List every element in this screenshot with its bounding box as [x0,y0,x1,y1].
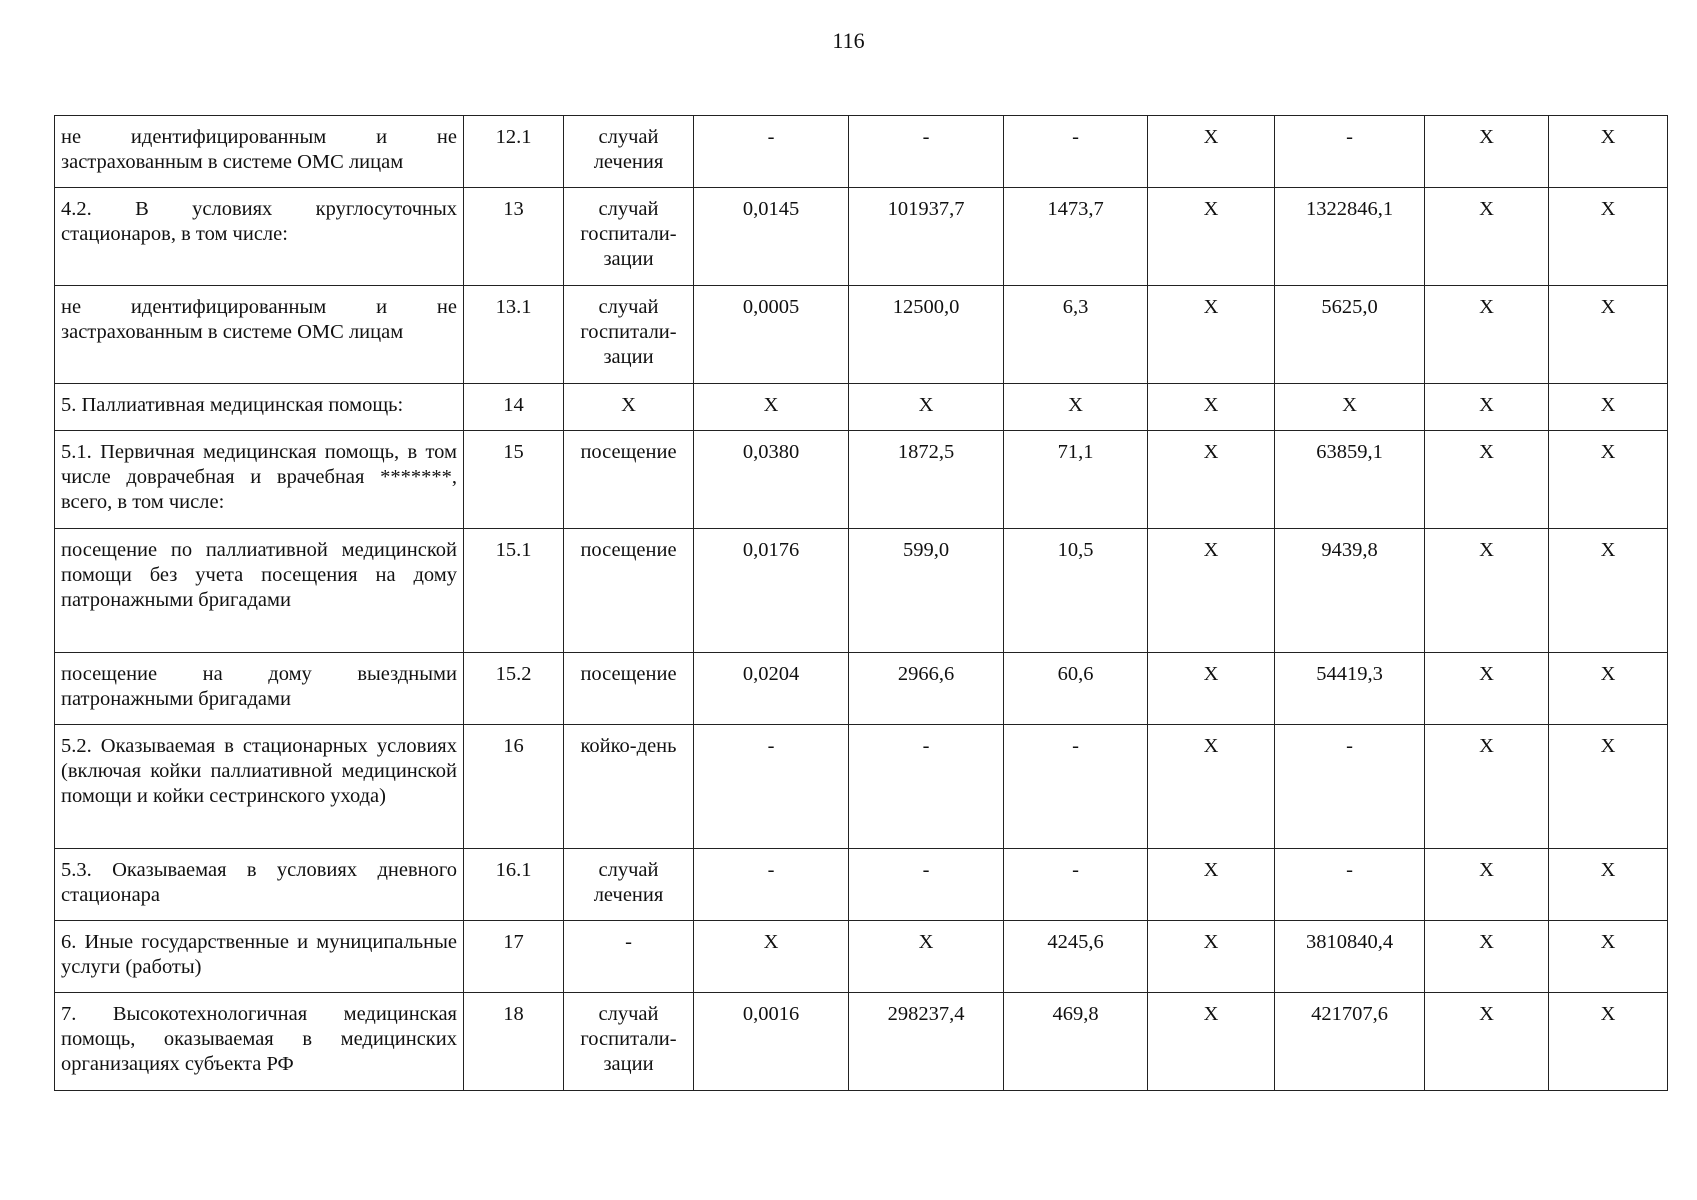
row-value-cell: 71,1 [1004,431,1148,529]
row-unit-cell: Х [564,384,694,431]
row-line-number-cell: 16.1 [464,849,564,921]
row-name-cell: 5.1. Первичная медицинская помощь, в том числе доврачебная и врачебная *******, всего, в том числе: [55,431,464,529]
row-value-cell: Х [1549,921,1668,993]
row-value-cell: Х [1549,725,1668,849]
row-value-cell: Х [849,921,1004,993]
row-value-cell: Х [1549,384,1668,431]
table-row [55,286,1668,384]
row-value-cell: Х [1549,993,1668,1091]
row-line-number-cell: 13 [464,188,564,286]
row-name-cell: 6. Иные государственные и муниципальные услуги (работы) [55,921,464,993]
row-value-cell: Х [1148,431,1275,529]
row-value-cell: - [1004,849,1148,921]
row-name-cell: 5. Паллиативная медицинская помощь: [55,384,464,431]
row-value-cell: Х [1549,653,1668,725]
row-name-cell: не идентифицированным и не застрахованным в системе ОМС лицам [55,116,464,188]
table-row [55,725,1668,849]
row-value-cell: 3810840,4 [1275,921,1425,993]
row-value-cell: Х [1425,849,1549,921]
table-row [55,116,1668,188]
row-value-cell: Х [1549,188,1668,286]
row-value-cell: 469,8 [1004,993,1148,1091]
row-unit-cell: койко-день [564,725,694,849]
table-row [55,384,1668,431]
row-unit-cell: посещение [564,653,694,725]
page-number: 116 [832,28,865,53]
row-value-cell: - [849,116,1004,188]
row-value-cell: - [849,849,1004,921]
row-name-cell: 4.2. В условиях круглосуточных стационаров, в том числе: [55,188,464,286]
row-value-cell: - [694,116,849,188]
row-value-cell: - [1004,725,1148,849]
row-value-cell: 54419,3 [1275,653,1425,725]
row-value-cell: 0,0204 [694,653,849,725]
row-value-cell: Х [1004,384,1148,431]
row-value-cell: 2966,6 [849,653,1004,725]
row-value-cell: 60,6 [1004,653,1148,725]
row-value-cell: Х [1425,653,1549,725]
row-value-cell: 4245,6 [1004,921,1148,993]
row-value-cell: Х [1425,921,1549,993]
row-value-cell: 0,0005 [694,286,849,384]
row-value-cell: 63859,1 [1275,431,1425,529]
row-value-cell: Х [1425,286,1549,384]
row-value-cell: 0,0176 [694,529,849,653]
row-value-cell: 0,0145 [694,188,849,286]
row-value-cell: 101937,7 [849,188,1004,286]
table-row [55,529,1668,653]
row-unit-cell: случай госпитали-зации [564,188,694,286]
row-value-cell: - [1275,116,1425,188]
row-line-number-cell: 14 [464,384,564,431]
row-value-cell: - [1275,849,1425,921]
row-value-cell: Х [849,384,1004,431]
row-value-cell: - [1275,725,1425,849]
row-value-cell: Х [1148,993,1275,1091]
row-value-cell: 1872,5 [849,431,1004,529]
row-line-number-cell: 15 [464,431,564,529]
table-row [55,653,1668,725]
row-value-cell: Х [1549,529,1668,653]
row-value-cell: 421707,6 [1275,993,1425,1091]
row-value-cell: - [694,725,849,849]
row-line-number-cell: 12.1 [464,116,564,188]
row-name-cell: посещение на дому выездными патронажными бригадами [55,653,464,725]
row-value-cell: Х [1148,653,1275,725]
row-unit-cell: - [564,921,694,993]
table-row [55,993,1668,1091]
row-unit-cell: случай лечения [564,116,694,188]
row-value-cell: Х [1549,431,1668,529]
row-value-cell: 1322846,1 [1275,188,1425,286]
row-value-cell: 10,5 [1004,529,1148,653]
row-value-cell: Х [1148,384,1275,431]
row-name-cell: 5.3. Оказываемая в условиях дневного стационара [55,849,464,921]
row-value-cell: Х [1148,188,1275,286]
row-line-number-cell: 15.1 [464,529,564,653]
table-row [55,431,1668,529]
row-value-cell: Х [1425,725,1549,849]
row-value-cell: 0,0016 [694,993,849,1091]
row-value-cell: Х [1148,286,1275,384]
row-value-cell: 599,0 [849,529,1004,653]
row-value-cell: 0,0380 [694,431,849,529]
row-value-cell: - [694,849,849,921]
row-value-cell: Х [1549,116,1668,188]
row-value-cell: 12500,0 [849,286,1004,384]
row-value-cell: 1473,7 [1004,188,1148,286]
row-value-cell: Х [1425,993,1549,1091]
row-value-cell: - [1004,116,1148,188]
row-value-cell: Х [1148,116,1275,188]
row-unit-cell: посещение [564,431,694,529]
row-name-cell: не идентифицированным и не застрахованным в системе ОМС лицам [55,286,464,384]
row-name-cell: посещение по паллиативной медицинской помощи без учета посещения на дому патронажными бригадами [55,529,464,653]
row-unit-cell: случай госпитали-зации [564,286,694,384]
row-name-cell: 7. Высокотехнологичная медицинская помощь, оказываемая в медицинских организациях субъекта РФ [55,993,464,1091]
row-value-cell: - [849,725,1004,849]
row-value-cell: Х [694,921,849,993]
table-row [55,849,1668,921]
row-value-cell: Х [1425,188,1549,286]
row-unit-cell: посещение [564,529,694,653]
row-value-cell: Х [1425,116,1549,188]
row-value-cell: 5625,0 [1275,286,1425,384]
data-table [54,115,1668,1091]
row-line-number-cell: 13.1 [464,286,564,384]
row-value-cell: 6,3 [1004,286,1148,384]
row-value-cell: Х [694,384,849,431]
row-value-cell: 9439,8 [1275,529,1425,653]
row-name-cell: 5.2. Оказываемая в стационарных условиях (включая койки паллиативной медицинской помощи и койки сестринского ухода) [55,725,464,849]
row-unit-cell: случай лечения [564,849,694,921]
row-value-cell: Х [1425,529,1549,653]
row-value-cell: Х [1549,286,1668,384]
table-row [55,188,1668,286]
table-row [55,921,1668,993]
row-line-number-cell: 17 [464,921,564,993]
row-value-cell: Х [1148,529,1275,653]
row-value-cell: Х [1275,384,1425,431]
row-line-number-cell: 18 [464,993,564,1091]
row-value-cell: Х [1425,384,1549,431]
row-unit-cell: случай госпитали-зации [564,993,694,1091]
row-line-number-cell: 16 [464,725,564,849]
row-value-cell: 298237,4 [849,993,1004,1091]
row-value-cell: Х [1148,849,1275,921]
row-value-cell: Х [1549,849,1668,921]
row-value-cell: Х [1425,431,1549,529]
row-value-cell: Х [1148,921,1275,993]
row-value-cell: Х [1148,725,1275,849]
row-line-number-cell: 15.2 [464,653,564,725]
